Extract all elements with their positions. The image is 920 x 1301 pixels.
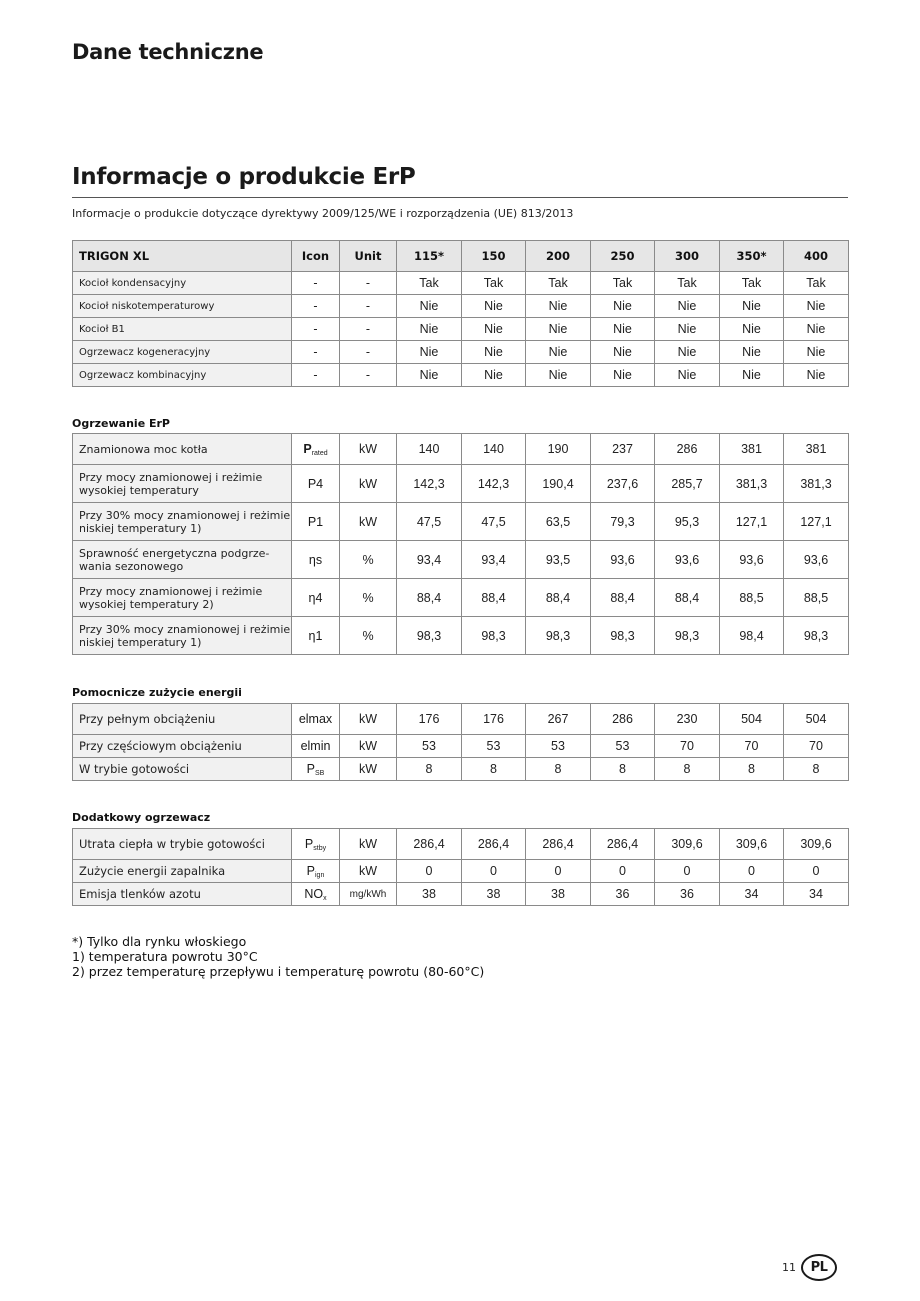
value-cell: 285,7	[655, 465, 720, 503]
value-cell: 36	[655, 883, 720, 906]
value-cell: 309,6	[784, 829, 849, 860]
value-cell: Tak	[655, 272, 720, 295]
footnote: 1) temperatura powrotu 30°C	[72, 949, 258, 964]
column-header: 200	[526, 241, 591, 272]
value-cell: Nie	[591, 318, 655, 341]
symbol-text: -	[313, 345, 318, 359]
table-row	[73, 735, 849, 758]
value-cell: 98,3	[591, 617, 655, 655]
value-cell: 0	[591, 860, 655, 883]
row-symbol	[292, 829, 340, 860]
value-cell: 98,4	[720, 617, 784, 655]
symbol-text: P	[304, 836, 314, 851]
symbol-text: elmax	[298, 712, 333, 726]
value-cell: 70	[784, 735, 849, 758]
value-cell: 0	[526, 860, 591, 883]
value-cell: Nie	[655, 318, 720, 341]
value-cell: 88,4	[655, 579, 720, 617]
symbol-text: P	[306, 863, 315, 878]
row-symbol	[292, 272, 340, 295]
value-cell: 140	[397, 434, 462, 465]
value-cell: 237	[591, 434, 655, 465]
value-cell: 38	[397, 883, 462, 906]
row-unit: -	[340, 341, 397, 364]
value-cell: Nie	[591, 364, 655, 387]
value-cell: 93,6	[784, 541, 849, 579]
row-unit: kW	[340, 434, 397, 465]
table-row	[73, 503, 849, 541]
value-cell: 8	[397, 758, 462, 781]
row-unit: kW	[340, 503, 397, 541]
value-cell: 381	[784, 434, 849, 465]
column-header: 300	[655, 241, 720, 272]
value-cell: 190,4	[526, 465, 591, 503]
table-row	[73, 758, 849, 781]
value-cell: 53	[397, 735, 462, 758]
value-cell: 47,5	[462, 503, 526, 541]
symbol-text: elmin	[300, 739, 331, 753]
value-cell: Nie	[655, 341, 720, 364]
column-header: TRIGON XL	[73, 241, 292, 272]
value-cell: 53	[591, 735, 655, 758]
value-cell: 63,5	[526, 503, 591, 541]
symbol-text: ηs	[308, 552, 323, 567]
symbol-subscript: ign	[315, 871, 325, 879]
value-cell: 381	[720, 434, 784, 465]
value-cell: 237,6	[591, 465, 655, 503]
value-cell: 34	[720, 883, 784, 906]
page-number: 11	[782, 1261, 796, 1274]
page-footer	[782, 1254, 837, 1281]
value-cell: 286	[655, 434, 720, 465]
value-cell: 38	[462, 883, 526, 906]
value-cell: 286,4	[397, 829, 462, 860]
row-label: Przy mocy znamionowej i reżimie wysokiej temperatury 2)	[73, 579, 292, 617]
value-cell: 98,3	[784, 617, 849, 655]
table-row	[73, 465, 849, 503]
row-label: Przy pełnym obciążeniu	[73, 704, 292, 735]
value-cell: Nie	[462, 364, 526, 387]
value-cell: Nie	[462, 295, 526, 318]
page-header-title: Dane techniczne	[72, 40, 264, 64]
value-cell: 88,4	[526, 579, 591, 617]
row-symbol	[292, 295, 340, 318]
row-unit: %	[340, 617, 397, 655]
value-cell: 88,4	[397, 579, 462, 617]
value-cell: 0	[720, 860, 784, 883]
row-label: Kocioł niskotemperaturowy	[73, 295, 292, 318]
value-cell: 53	[462, 735, 526, 758]
section-title: Informacje o produkcie ErP	[72, 164, 416, 190]
value-cell: Nie	[397, 318, 462, 341]
row-symbol	[292, 341, 340, 364]
row-label: Znamionowa moc kotła	[73, 434, 292, 465]
table-row	[73, 434, 849, 465]
value-cell: 98,3	[397, 617, 462, 655]
value-cell: 93,4	[397, 541, 462, 579]
table-row	[73, 704, 849, 735]
value-cell: 286,4	[462, 829, 526, 860]
value-cell: 88,5	[784, 579, 849, 617]
value-cell: 381,3	[784, 465, 849, 503]
table-row	[73, 860, 849, 883]
value-cell: 93,6	[720, 541, 784, 579]
value-cell: 309,6	[720, 829, 784, 860]
value-cell: Nie	[720, 341, 784, 364]
heating-table	[72, 433, 849, 655]
symbol-text: -	[313, 322, 318, 336]
value-cell: 79,3	[591, 503, 655, 541]
table-header-row	[73, 241, 849, 272]
value-cell: Nie	[397, 364, 462, 387]
column-header: 350*	[720, 241, 784, 272]
value-cell: 309,6	[655, 829, 720, 860]
value-cell: 142,3	[462, 465, 526, 503]
symbol-text: η1	[308, 628, 323, 643]
value-cell: 0	[655, 860, 720, 883]
footnote: *) Tylko dla rynku włoskiego	[72, 934, 247, 949]
value-cell: 176	[462, 704, 526, 735]
row-unit: %	[340, 579, 397, 617]
value-cell: 8	[526, 758, 591, 781]
row-unit: -	[340, 295, 397, 318]
row-label: W trybie gotowości	[73, 758, 292, 781]
value-cell: 36	[591, 883, 655, 906]
aux-energy-table	[72, 703, 849, 781]
column-header: 150	[462, 241, 526, 272]
value-cell: Nie	[784, 295, 849, 318]
value-cell: 88,5	[720, 579, 784, 617]
row-label: Przy mocy znamionowej i reżimie wysokiej temperatury	[73, 465, 292, 503]
symbol-text: P	[303, 441, 312, 456]
symbol-subscript: rated	[311, 449, 328, 457]
table-row	[73, 341, 849, 364]
value-cell: Nie	[526, 295, 591, 318]
value-cell: 38	[526, 883, 591, 906]
column-header: Unit	[340, 241, 397, 272]
footnote: 2) przez temperaturę przepływu i temperaturę powrotu (80-60°C)	[72, 964, 485, 979]
value-cell: Nie	[720, 364, 784, 387]
section-subtitle: Informacje o produkcie dotyczące dyrektywy 2009/125/WE i rozporządzenia (UE) 813/2013	[72, 207, 574, 220]
symbol-text: NO	[304, 886, 324, 901]
footnotes	[72, 934, 484, 979]
row-label: Utrata ciepła w trybie gotowości	[73, 829, 292, 860]
symbol-text: P	[306, 761, 315, 776]
value-cell: 0	[784, 860, 849, 883]
value-cell: 8	[462, 758, 526, 781]
row-label: Kocioł kondensacyjny	[73, 272, 292, 295]
table-row	[73, 579, 849, 617]
value-cell: Nie	[591, 341, 655, 364]
table-row	[73, 295, 849, 318]
value-cell: 230	[655, 704, 720, 735]
row-symbol	[292, 860, 340, 883]
value-cell: Nie	[526, 318, 591, 341]
row-unit: -	[340, 272, 397, 295]
symbol-text: -	[313, 299, 318, 313]
column-header: 400	[784, 241, 849, 272]
column-header: 115*	[397, 241, 462, 272]
value-cell: Nie	[720, 295, 784, 318]
value-cell: Nie	[397, 295, 462, 318]
table-row	[73, 272, 849, 295]
row-label: Przy 30% mocy znamionowej i reżimie niskiej temperatury 1)	[73, 617, 292, 655]
table-row	[73, 883, 849, 906]
row-symbol	[292, 465, 340, 503]
symbol-subscript: SB	[315, 769, 325, 777]
value-cell: 190	[526, 434, 591, 465]
heating-group-title: Ogrzewanie ErP	[72, 417, 170, 430]
value-cell: 286	[591, 704, 655, 735]
value-cell: 8	[655, 758, 720, 781]
value-cell: 286,4	[526, 829, 591, 860]
value-cell: Tak	[526, 272, 591, 295]
row-unit: kW	[340, 758, 397, 781]
row-label: Emisja tlenków azotu	[73, 883, 292, 906]
value-cell: Nie	[462, 341, 526, 364]
row-symbol	[292, 758, 340, 781]
row-symbol	[292, 434, 340, 465]
value-cell: 8	[720, 758, 784, 781]
row-unit: -	[340, 318, 397, 341]
row-unit: -	[340, 364, 397, 387]
value-cell: 70	[720, 735, 784, 758]
column-header: Icon	[292, 241, 340, 272]
row-symbol	[292, 617, 340, 655]
row-symbol	[292, 883, 340, 906]
column-header: 250	[591, 241, 655, 272]
value-cell: 53	[526, 735, 591, 758]
extra-heater-table	[72, 828, 849, 906]
value-cell: 98,3	[526, 617, 591, 655]
aux-energy-group-title: Pomocnicze zużycie energii	[72, 686, 242, 699]
table-row	[73, 541, 849, 579]
value-cell: Nie	[462, 318, 526, 341]
value-cell: Nie	[591, 295, 655, 318]
row-label: Przy częściowym obciążeniu	[73, 735, 292, 758]
value-cell: 381,3	[720, 465, 784, 503]
value-cell: Tak	[397, 272, 462, 295]
value-cell: Nie	[720, 318, 784, 341]
value-cell: 286,4	[591, 829, 655, 860]
value-cell: Tak	[462, 272, 526, 295]
row-unit: kW	[340, 860, 397, 883]
row-label: Zużycie energii zapalnika	[73, 860, 292, 883]
value-cell: 504	[720, 704, 784, 735]
value-cell: 0	[397, 860, 462, 883]
value-cell: 95,3	[655, 503, 720, 541]
value-cell: 93,5	[526, 541, 591, 579]
value-cell: 267	[526, 704, 591, 735]
table-row	[73, 829, 849, 860]
value-cell: Nie	[655, 295, 720, 318]
row-unit: kW	[340, 465, 397, 503]
extra-heater-group-title: Dodatkowy ogrzewacz	[72, 811, 211, 824]
value-cell: 93,6	[591, 541, 655, 579]
value-cell: 8	[591, 758, 655, 781]
row-symbol	[292, 579, 340, 617]
value-cell: 98,3	[655, 617, 720, 655]
value-cell: Nie	[526, 341, 591, 364]
value-cell: 504	[784, 704, 849, 735]
value-cell: Nie	[784, 318, 849, 341]
value-cell: 127,1	[720, 503, 784, 541]
row-label: Ogrzewacz kogeneracyjny	[73, 341, 292, 364]
row-unit: kW	[340, 704, 397, 735]
value-cell: Nie	[784, 364, 849, 387]
value-cell: Tak	[784, 272, 849, 295]
value-cell: 70	[655, 735, 720, 758]
value-cell: 88,4	[462, 579, 526, 617]
symbol-text: -	[313, 368, 318, 382]
row-symbol	[292, 541, 340, 579]
language-badge: PL	[801, 1254, 837, 1281]
value-cell: 93,4	[462, 541, 526, 579]
row-symbol	[292, 704, 340, 735]
value-cell: Nie	[397, 341, 462, 364]
row-symbol	[292, 364, 340, 387]
symbol-text: P4	[307, 476, 324, 491]
value-cell: 142,3	[397, 465, 462, 503]
row-unit: kW	[340, 829, 397, 860]
table-row	[73, 318, 849, 341]
value-cell: 88,4	[591, 579, 655, 617]
row-unit: kW	[340, 735, 397, 758]
row-symbol	[292, 503, 340, 541]
symbol-text: η4	[308, 590, 323, 605]
value-cell: 8	[784, 758, 849, 781]
value-cell: 176	[397, 704, 462, 735]
row-symbol	[292, 735, 340, 758]
table-row	[73, 617, 849, 655]
product-type-table	[72, 240, 849, 387]
value-cell: Tak	[591, 272, 655, 295]
value-cell: Nie	[655, 364, 720, 387]
title-divider	[72, 197, 848, 198]
value-cell: 93,6	[655, 541, 720, 579]
value-cell: 127,1	[784, 503, 849, 541]
symbol-text: P1	[307, 514, 324, 529]
value-cell: Tak	[720, 272, 784, 295]
row-label: Sprawność energetyczna podgrze-wania sezonowego	[73, 541, 292, 579]
row-label: Przy 30% mocy znamionowej i reżimie niskiej temperatury 1)	[73, 503, 292, 541]
value-cell: 47,5	[397, 503, 462, 541]
value-cell: 34	[784, 883, 849, 906]
row-symbol	[292, 318, 340, 341]
symbol-subscript: stby	[313, 844, 327, 852]
row-unit: %	[340, 541, 397, 579]
row-label: Ogrzewacz kombinacyjny	[73, 364, 292, 387]
value-cell: Nie	[526, 364, 591, 387]
row-unit: mg/kWh	[340, 883, 397, 906]
value-cell: Nie	[784, 341, 849, 364]
row-label: Kocioł B1	[73, 318, 292, 341]
value-cell: 140	[462, 434, 526, 465]
symbol-text: -	[313, 276, 318, 290]
symbol-subscript: x	[323, 894, 327, 902]
value-cell: 98,3	[462, 617, 526, 655]
table-row	[73, 364, 849, 387]
value-cell: 0	[462, 860, 526, 883]
